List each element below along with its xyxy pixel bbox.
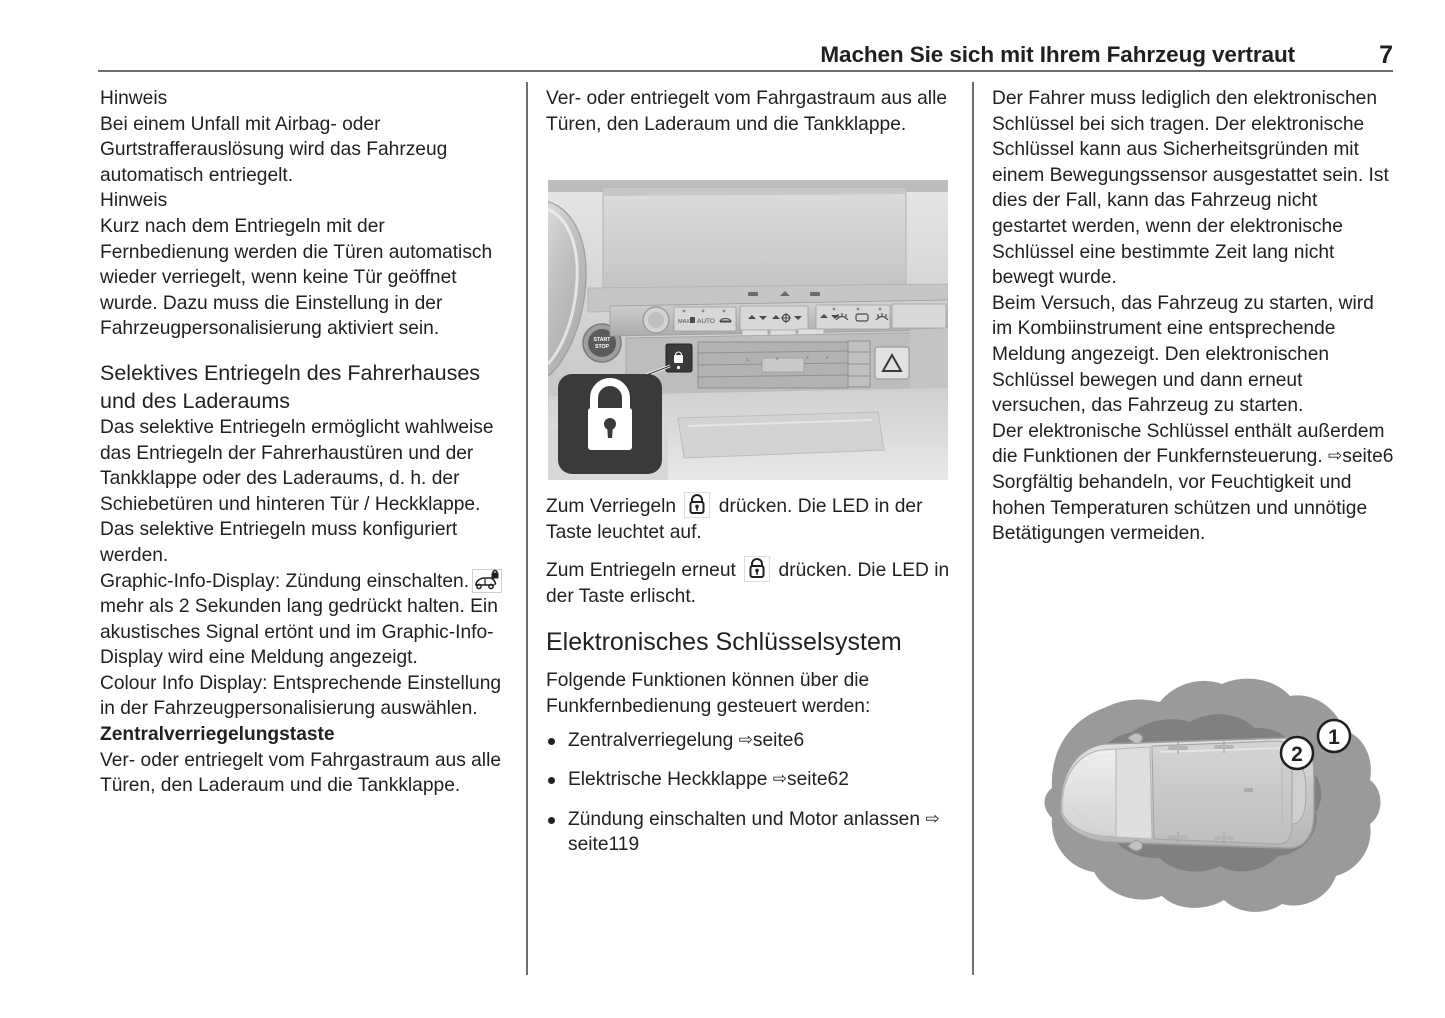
function-list xyxy=(546,728,950,858)
middle-body-1: Folgende Funktionen können über die Funkfernbedienung gesteuert werden: xyxy=(546,670,871,717)
lock-instruction xyxy=(546,492,950,545)
right-body-3-text: Der elektronische Schlüssel enthält außerdem die Funktionen der Funkfernsteuerung. xyxy=(992,420,1385,468)
section-heading-elektronisches-schluesselsystem: Elektronisches Schlüsselsystem xyxy=(546,628,902,657)
unlock-instruction-text-b: drücken. Die LED in der Taste erlischt. xyxy=(546,560,950,607)
svg-text:4: 4 xyxy=(826,355,829,360)
bullet-dot xyxy=(548,738,555,745)
page-ref-arrow-icon: ⇨ xyxy=(772,769,788,789)
lock-closed-icon xyxy=(684,492,710,518)
left-body-2-text: Graphic-Info-Display: Zündung einschalten. xyxy=(100,570,470,592)
header-rule xyxy=(98,70,1393,72)
column-divider-right xyxy=(972,82,974,975)
page-ref[interactable]: seite62 xyxy=(787,769,849,791)
svg-text:STOP: STOP xyxy=(594,344,610,350)
list-item-label: Zentralverriegelung xyxy=(568,729,734,751)
page-ref[interactable]: seite6 xyxy=(752,729,805,751)
right-body-1: Der Fahrer muss lediglich den elektronischen Schlüssel bei sich tragen. Der elektronische Schlüssel kann aus Sicherheitsgründen mit einem Bewegungssensor ausgestattet sein. Ist dies der Fall, kann das Fahrzeug nicht gestartet werden, wenn der elektronische Schlüssel eine bestimmte Zeit lang nicht bewegt wurde. xyxy=(992,88,1389,289)
right-body-3 xyxy=(992,419,1396,470)
left-body-4: Colour Info Display: Entsprechende Einstellung in der Fahrzeugpersonalisierung auswählen. xyxy=(100,672,502,720)
left-body-3: mehr als 2 Sekunden lang gedrückt halten. Ein akustisches Signal ertönt und im Graphic-Info-Display wird eine Meldung angezeigt. xyxy=(100,596,498,669)
page-header xyxy=(98,36,1393,72)
page-ref[interactable]: seite119 xyxy=(568,834,640,856)
subheading-zentralverriegelungstaste: Zentralverriegelungstaste xyxy=(100,724,335,746)
svg-text:START: START xyxy=(593,337,611,343)
page-ref[interactable]: seite6 xyxy=(1342,446,1394,468)
list-item xyxy=(546,807,950,858)
svg-text:MAX: MAX xyxy=(678,319,690,325)
left-body-5: Ver- oder entriegelt vom Fahrgastraum aus alle Türen, den Laderaum und die Tankklappe. xyxy=(100,749,501,797)
callout-2-label: 2 xyxy=(1291,743,1303,766)
column-divider-left xyxy=(526,82,528,975)
car-lock-icon xyxy=(472,569,502,593)
svg-text:2: 2 xyxy=(776,356,779,361)
note1-text: Bei einem Unfall mit Airbag- oder Gurtstrafferauslösung wird das Fahrzeug automatisch entriegelt. xyxy=(100,113,448,186)
left-body-2 xyxy=(100,569,514,671)
dashboard-illustration xyxy=(548,180,948,480)
car-zones-illustration xyxy=(992,662,1392,920)
unlock-instruction xyxy=(546,556,950,609)
section-heading-selektives-entriegeln: Selektives Entriegeln des Fahrerhauses und des Laderaums xyxy=(100,360,481,413)
right-body-2: Beim Versuch, das Fahrzeug zu starten, wird im Kombiinstrument eine entsprechende Meldung angezeigt. Den elektronischen Schlüssel bewegen und dann erneut versuchen, das Fahrzeug zu starten. xyxy=(992,292,1374,417)
page-title: Machen Sie sich mit Ihrem Fahrzeug vertraut xyxy=(820,42,1295,67)
dashboard-photo xyxy=(548,180,948,480)
unlock-instruction-text-a: Zum Entriegeln erneut xyxy=(546,560,736,582)
svg-text:1: 1 xyxy=(746,357,749,362)
lock-instruction-text-a: Zum Verriegeln xyxy=(546,496,677,517)
list-item-label: Zündung einschalten und Motor anlassen xyxy=(568,808,921,830)
column-middle-lower xyxy=(546,492,950,872)
page-ref-arrow-icon: ⇨ xyxy=(925,808,940,828)
lock-closed-icon-2 xyxy=(744,556,770,582)
list-item xyxy=(546,728,950,754)
middle-intro: Ver- oder entriegelt vom Fahrgastraum aus alle Türen, den Laderaum und die Tankklappe. xyxy=(546,88,947,135)
column-left xyxy=(100,86,514,799)
bullet-dot xyxy=(548,777,555,784)
page-ref-arrow-icon: ⇨ xyxy=(738,729,753,749)
column-middle xyxy=(546,86,950,137)
note2-label: Hinweis xyxy=(100,190,168,212)
left-body-1: Das selektive Entriegeln ermöglicht wahlweise das Entriegeln der Fahrerhaustüren und der Tankklappe oder des Laderaums, d. h. der Schiebetüren und hinteren Tür / Heckklappe. Das selektive Entriegeln muss konfiguriert werden. xyxy=(100,416,494,566)
right-body-4: Sorgfältig behandeln, vor Feuchtigkeit und hohen Temperaturen schützen und unnötige Betätigungen vermeiden. xyxy=(992,471,1368,545)
key-detection-zones-diagram xyxy=(992,662,1392,920)
svg-text:AUTO: AUTO xyxy=(697,318,715,325)
lock-instruction-text-b: drücken. Die LED in der Taste leuchtet auf. xyxy=(546,496,923,543)
svg-text:3: 3 xyxy=(806,355,809,360)
page-ref-arrow-icon: ⇨ xyxy=(1328,446,1343,466)
column-right xyxy=(992,86,1396,547)
note2-text: Kurz nach dem Entriegeln mit der Fernbedienung werden die Türen automatisch wieder verriegelt, wenn keine Tür geöffnet wurde. Dazu muss die Einstellung in der Fahrzeugpersonalisierung aktiviert sein. xyxy=(100,215,493,340)
callout-1-label: 1 xyxy=(1328,726,1340,749)
list-item-label: Elektrische Heckklappe xyxy=(568,769,768,791)
page-number: 7 xyxy=(1379,41,1393,69)
bullet-dot xyxy=(548,817,555,824)
list-item xyxy=(546,767,950,793)
note1-label: Hinweis xyxy=(100,88,168,109)
